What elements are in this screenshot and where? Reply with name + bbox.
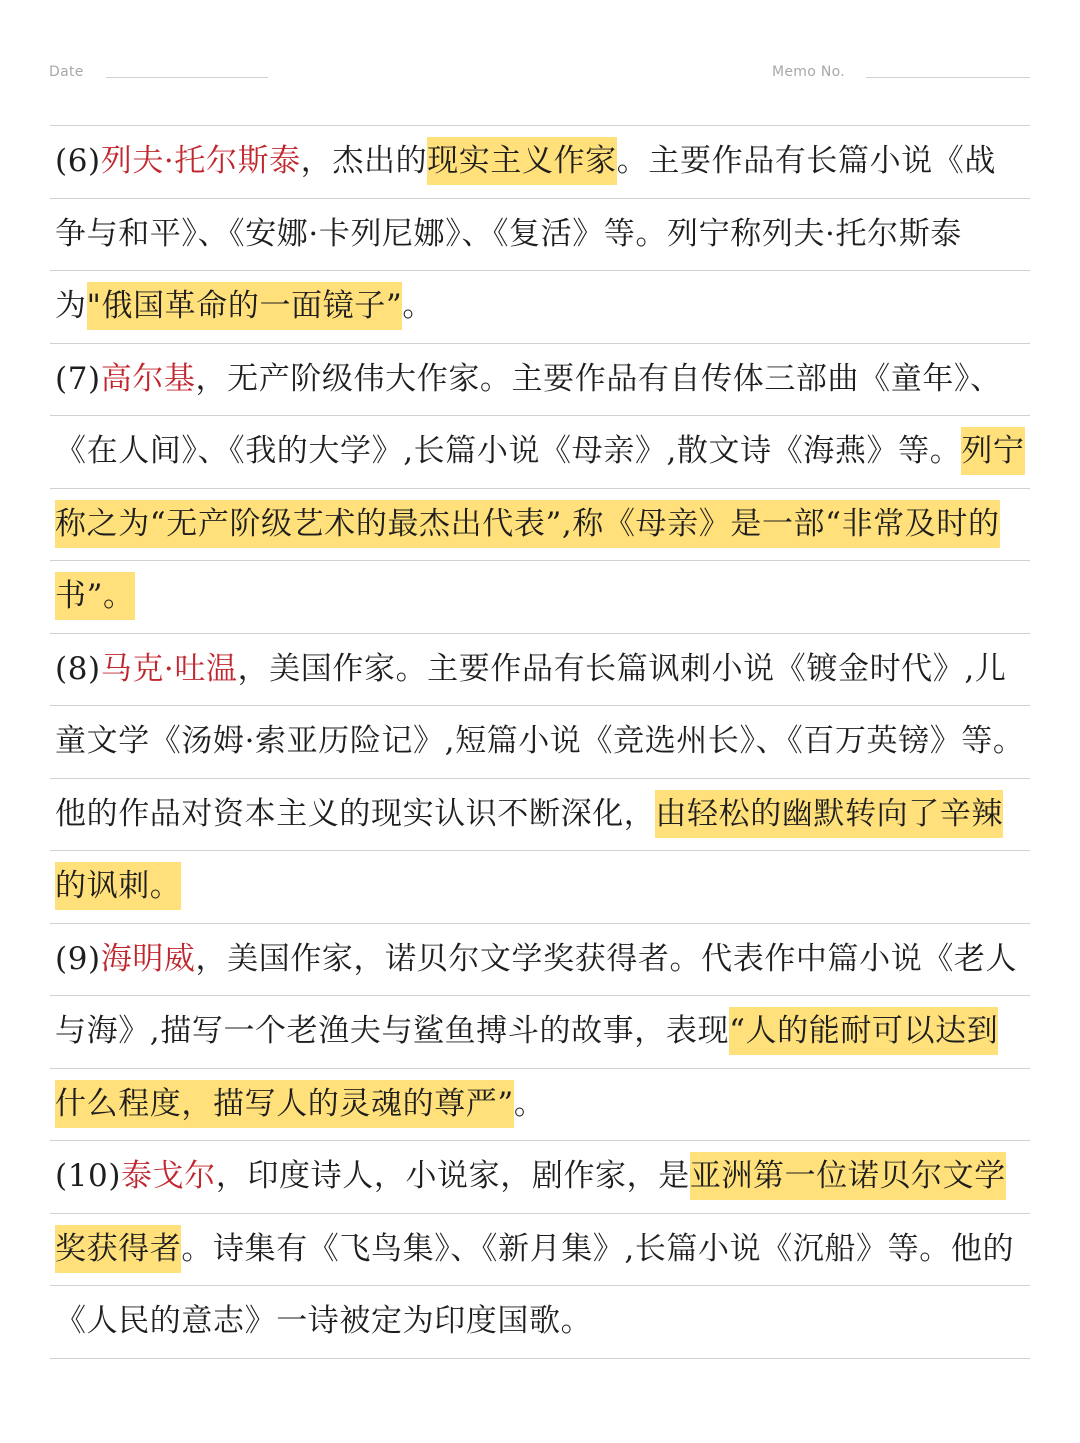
item-number: (10) — [55, 1158, 122, 1194]
paragraph-tagore — [55, 1140, 1027, 1358]
highlighted-text: “人的能耐可以达到什么程度，描写人的灵魂的尊严” — [55, 1007, 998, 1128]
ruled-line — [50, 1358, 1030, 1359]
author-name: 海明威 — [100, 940, 196, 977]
highlighted-text: 亚洲第一位诺贝尔文学奖获得者 — [55, 1152, 1006, 1273]
paragraph-text: ，无产阶级伟大作家。主要作品有自传体三部曲《童年》、《在人间》、《我的大学》,长篇小说《母亲》,散文诗《海燕》等。 — [55, 360, 1002, 469]
memo-number-label: Memo No. — [772, 64, 845, 80]
paragraph-text: 。诗集有《飞鸟集》、《新月集》,长篇小说《沉船》等。他的《人民的意志》一诗被定为印度国歌。 — [55, 1230, 1015, 1339]
paragraph-text: 。 — [402, 288, 434, 324]
item-number: (8) — [55, 650, 101, 687]
author-name: 列夫·托尔斯泰 — [100, 143, 301, 179]
paragraph-gorky — [55, 343, 1027, 633]
paragraph-text: ，印度诗人，小说家，剧作家，是 — [215, 1158, 690, 1194]
author-name: 马克·吐温 — [100, 650, 238, 687]
paragraph-text: ，美国作家，诺贝尔文学奖获得者。代表作中篇小说《老人与海》,描写一个老渔夫与鲨鱼搏斗的故事，表现 — [55, 940, 1018, 1049]
paragraph-text: 。主要作品有长篇小说《战争与和平》、《安娜·卡列尼娜》、《复活》等。列宁称列夫·托尔斯泰为 — [55, 143, 996, 324]
paragraph-text: 。 — [513, 1085, 546, 1122]
memo-header — [0, 60, 1080, 90]
author-name: 泰戈尔 — [121, 1158, 216, 1194]
paragraph-text: ，杰出的 — [300, 143, 428, 179]
item-number: (7) — [55, 360, 101, 397]
highlighted-text: 列宁称之为“无产阶级艺术的最杰出代表”,称《母亲》是一部“非常及时的书”。 — [55, 427, 1025, 620]
item-number: (9) — [55, 940, 101, 977]
memo-body — [55, 125, 1027, 1358]
date-label: Date — [49, 64, 84, 80]
paragraph-hemingway — [55, 923, 1027, 1141]
highlighted-text: "俄国革命的一面镜子” — [87, 282, 403, 330]
highlighted-text: 现实主义作家 — [427, 137, 617, 185]
paragraph-mark-twain — [55, 633, 1027, 923]
date-underline — [106, 77, 268, 78]
item-number: (6) — [55, 143, 101, 179]
memo-number-underline — [866, 77, 1030, 78]
paragraph-text: ，美国作家。主要作品有长篇讽刺小说《镀金时代》,儿童文学《汤姆·索亚历险记》,短篇小说《竞选州长》、《百万英镑》等。他的作品对资本主义的现实认识不断深化， — [55, 650, 1025, 832]
paragraph-tolstoy — [55, 125, 1027, 343]
highlighted-text: 由轻松的幽默转向了辛辣的讽刺。 — [55, 790, 1003, 911]
author-name: 高尔基 — [100, 360, 196, 397]
